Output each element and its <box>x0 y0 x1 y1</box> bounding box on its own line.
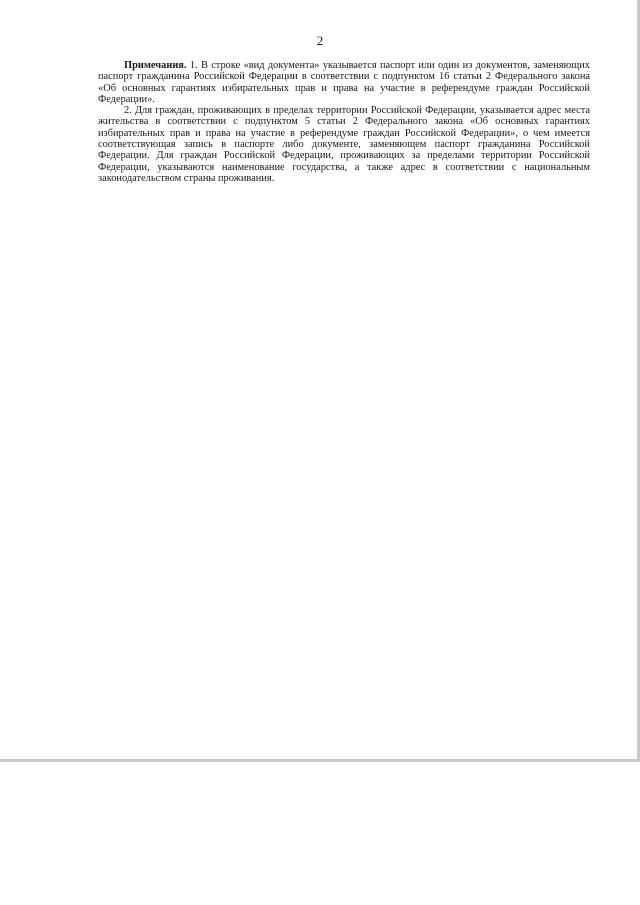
note-1-text: 1. В строке «вид документа» указывается паспорт или один из документов, заменяющих паспорт гражданина Российской Федерации в соответствии с подпунктом 16 статьи 2 Федерального закона «Об основных гарантиях избирательных прав и права на участие в референдуме граждан Российской Федерации». <box>98 60 590 105</box>
notes-section <box>98 60 590 184</box>
note-paragraph-2: 2. Для граждан, проживающих в пределах территории Российской Федерации, указывается адрес места жительства в соответствии с подпунктом 5 статьи 2 Федерального закона «Об основных гарантиях избирательных прав и права на участие в референдуме граждан Российской Федерации», о чем имеется соответствующая запись в паспорте либо документе, заменяющем паспорт гражданина Российской Федерации. Для граждан Российской Федерации, проживающих за пределами территории Российской Федерации, указываются наименование государства, а также адрес в соответствии с национальным законодательством страны проживания. <box>98 105 590 184</box>
note-paragraph-1 <box>98 60 590 105</box>
page-number: 2 <box>316 33 324 48</box>
notes-label: Примечания. <box>124 60 187 71</box>
